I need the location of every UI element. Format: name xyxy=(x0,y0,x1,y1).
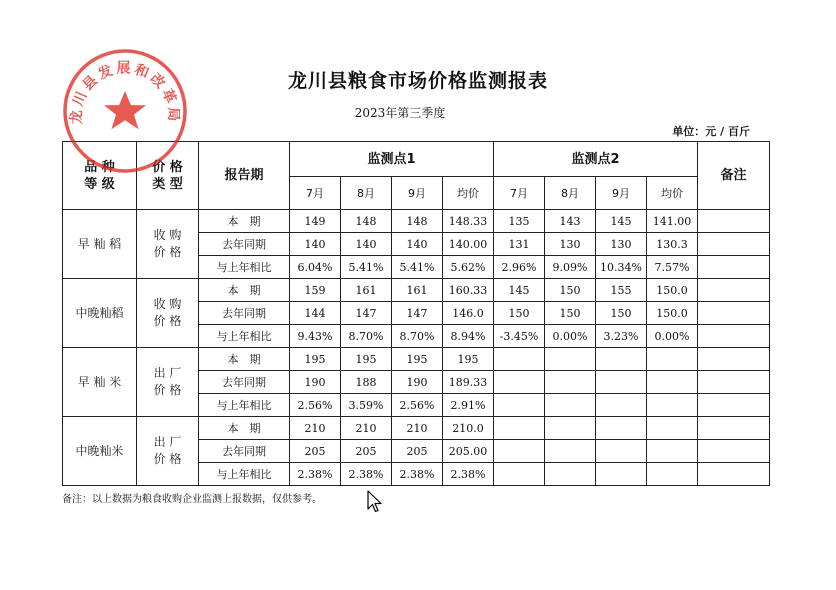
table-body xyxy=(63,210,770,486)
point2-value-cell xyxy=(647,394,698,417)
point1-value-cell: 9.43% xyxy=(290,325,341,348)
point1-value-cell: 189.33 xyxy=(443,371,494,394)
point1-value-cell: 205 xyxy=(392,440,443,463)
point1-value-cell: 160.33 xyxy=(443,279,494,302)
period-cell: 去年同期 xyxy=(199,440,290,463)
point2-value-cell: 141.00 xyxy=(647,210,698,233)
point2-value-cell: 2.96% xyxy=(494,256,545,279)
remark-cell xyxy=(698,210,770,233)
point1-value-cell: 210.0 xyxy=(443,417,494,440)
point1-value-cell: 5.41% xyxy=(341,256,392,279)
point2-value-cell: 150 xyxy=(545,279,596,302)
point1-value-cell: 195 xyxy=(443,348,494,371)
point1-value-cell: 210 xyxy=(341,417,392,440)
point2-value-cell: 145 xyxy=(494,279,545,302)
point2-value-cell: 130 xyxy=(596,233,647,256)
point2-value-cell: -3.45% xyxy=(494,325,545,348)
point1-value-cell: 2.56% xyxy=(392,394,443,417)
remark-cell xyxy=(698,417,770,440)
header-remark: 备注 xyxy=(698,142,770,210)
variety-cell: 早 籼 米 xyxy=(63,348,137,417)
svg-text:龙川县发展和改革局: 龙川县发展和改革局 xyxy=(68,60,182,125)
period-cell: 本 期 xyxy=(199,348,290,371)
point2-value-cell: 150 xyxy=(545,302,596,325)
point1-value-cell: 147 xyxy=(392,302,443,325)
period-cell: 与上年相比 xyxy=(199,256,290,279)
remark-cell xyxy=(698,325,770,348)
period-cell: 去年同期 xyxy=(199,302,290,325)
header-month: 9月 xyxy=(596,177,647,210)
point1-value-cell: 140 xyxy=(392,233,443,256)
point1-value-cell: 140 xyxy=(290,233,341,256)
period-cell: 本 期 xyxy=(199,279,290,302)
point1-value-cell: 161 xyxy=(341,279,392,302)
point2-value-cell xyxy=(545,463,596,486)
point1-value-cell: 205 xyxy=(290,440,341,463)
period-cell: 去年同期 xyxy=(199,233,290,256)
point1-value-cell: 2.91% xyxy=(443,394,494,417)
price-type-cell: 出 厂 价 格 xyxy=(137,348,199,417)
price-monitoring-table xyxy=(62,141,770,486)
report-title: 龙川县粮食市场价格监测报表 xyxy=(287,70,548,92)
point1-value-cell: 2.38% xyxy=(341,463,392,486)
point1-value-cell: 195 xyxy=(341,348,392,371)
point2-value-cell xyxy=(545,348,596,371)
point1-value-cell: 140.00 xyxy=(443,233,494,256)
point1-value-cell: 2.38% xyxy=(443,463,494,486)
header-period: 报告期 xyxy=(199,142,290,210)
variety-cell: 早 籼 稻 xyxy=(63,210,137,279)
remark-cell xyxy=(698,256,770,279)
point1-value-cell: 140 xyxy=(341,233,392,256)
point2-value-cell xyxy=(596,463,647,486)
header-month: 7月 xyxy=(290,177,341,210)
point1-value-cell: 149 xyxy=(290,210,341,233)
variety-cell: 中晚籼稻 xyxy=(63,279,137,348)
remark-cell xyxy=(698,233,770,256)
price-type-cell: 收 购 价 格 xyxy=(137,279,199,348)
remark-cell xyxy=(698,348,770,371)
official-seal xyxy=(61,47,189,175)
point2-value-cell: 150.0 xyxy=(647,279,698,302)
header-average: 均价 xyxy=(647,177,698,210)
point1-value-cell: 5.41% xyxy=(392,256,443,279)
point1-value-cell: 144 xyxy=(290,302,341,325)
header-month: 7月 xyxy=(494,177,545,210)
point2-value-cell xyxy=(596,371,647,394)
point2-value-cell: 3.23% xyxy=(596,325,647,348)
point1-value-cell: 2.56% xyxy=(290,394,341,417)
point1-value-cell: 3.59% xyxy=(341,394,392,417)
point1-value-cell: 8.70% xyxy=(392,325,443,348)
point2-value-cell xyxy=(494,348,545,371)
point2-value-cell xyxy=(596,348,647,371)
point2-value-cell: 150.0 xyxy=(647,302,698,325)
report-period-subtitle: 2023年第三季度 xyxy=(354,106,446,120)
period-cell: 去年同期 xyxy=(199,371,290,394)
header-month: 9月 xyxy=(392,177,443,210)
period-cell: 与上年相比 xyxy=(199,463,290,486)
point2-value-cell xyxy=(494,417,545,440)
point2-value-cell xyxy=(647,417,698,440)
header-variety: 品 种 等 级 xyxy=(63,142,137,210)
remark-cell xyxy=(698,302,770,325)
point2-value-cell: 145 xyxy=(596,210,647,233)
point2-value-cell xyxy=(494,371,545,394)
period-cell: 本 期 xyxy=(199,417,290,440)
point2-value-cell xyxy=(596,417,647,440)
point1-value-cell: 205 xyxy=(341,440,392,463)
point2-value-cell xyxy=(494,394,545,417)
point1-value-cell: 8.94% xyxy=(443,325,494,348)
point2-value-cell xyxy=(545,371,596,394)
table-row xyxy=(63,279,770,302)
header-monitor-point-2: 监测点2 xyxy=(494,142,698,177)
point2-value-cell xyxy=(647,440,698,463)
point1-value-cell: 205.00 xyxy=(443,440,494,463)
seal-star-icon xyxy=(104,91,146,129)
variety-cell: 中晚籼米 xyxy=(63,417,137,486)
period-cell: 本 期 xyxy=(199,210,290,233)
point2-value-cell: 0.00% xyxy=(545,325,596,348)
point1-value-cell: 190 xyxy=(290,371,341,394)
point1-value-cell: 159 xyxy=(290,279,341,302)
point2-value-cell xyxy=(647,463,698,486)
table-row xyxy=(63,348,770,371)
mouse-cursor-icon xyxy=(367,490,383,514)
point2-value-cell: 131 xyxy=(494,233,545,256)
table-row xyxy=(63,417,770,440)
point2-value-cell: 0.00% xyxy=(647,325,698,348)
point2-value-cell: 143 xyxy=(545,210,596,233)
point1-value-cell: 190 xyxy=(392,371,443,394)
remark-cell xyxy=(698,371,770,394)
remark-cell xyxy=(698,440,770,463)
remark-cell xyxy=(698,279,770,302)
point1-value-cell: 147 xyxy=(341,302,392,325)
point2-value-cell: 130 xyxy=(545,233,596,256)
header-monitor-point-1: 监测点1 xyxy=(290,142,494,177)
point1-value-cell: 148 xyxy=(341,210,392,233)
point1-value-cell: 6.04% xyxy=(290,256,341,279)
unit-label: 单位：元 / 百斤 xyxy=(672,125,750,138)
point2-value-cell xyxy=(647,348,698,371)
period-cell: 与上年相比 xyxy=(199,325,290,348)
remark-cell xyxy=(698,463,770,486)
table-row xyxy=(63,210,770,233)
header-month: 8月 xyxy=(341,177,392,210)
point1-value-cell: 188 xyxy=(341,371,392,394)
point2-value-cell: 150 xyxy=(596,302,647,325)
header-average: 均价 xyxy=(443,177,494,210)
period-cell: 与上年相比 xyxy=(199,394,290,417)
header-price-type: 价 格 类 型 xyxy=(137,142,199,210)
point2-value-cell xyxy=(647,371,698,394)
point2-value-cell: 155 xyxy=(596,279,647,302)
point2-value-cell xyxy=(596,394,647,417)
point1-value-cell: 146.0 xyxy=(443,302,494,325)
point2-value-cell xyxy=(545,417,596,440)
point1-value-cell: 8.70% xyxy=(341,325,392,348)
point2-value-cell: 10.34% xyxy=(596,256,647,279)
point1-value-cell: 2.38% xyxy=(290,463,341,486)
point2-value-cell: 9.09% xyxy=(545,256,596,279)
point1-value-cell: 161 xyxy=(392,279,443,302)
point2-value-cell xyxy=(545,394,596,417)
point2-value-cell: 135 xyxy=(494,210,545,233)
point1-value-cell: 210 xyxy=(290,417,341,440)
point2-value-cell xyxy=(545,440,596,463)
point1-value-cell: 5.62% xyxy=(443,256,494,279)
point1-value-cell: 148 xyxy=(392,210,443,233)
footnote: 备注：以上数据为粮食收购企业监测上报数据，仅供参考。 xyxy=(62,494,322,505)
remark-cell xyxy=(698,394,770,417)
point1-value-cell: 195 xyxy=(290,348,341,371)
point2-value-cell: 7.57% xyxy=(647,256,698,279)
point1-value-cell: 210 xyxy=(392,417,443,440)
header-month: 8月 xyxy=(545,177,596,210)
point2-value-cell xyxy=(596,440,647,463)
point2-value-cell: 150 xyxy=(494,302,545,325)
point2-value-cell xyxy=(494,440,545,463)
point1-value-cell: 2.38% xyxy=(392,463,443,486)
point1-value-cell: 195 xyxy=(392,348,443,371)
point2-value-cell: 130.3 xyxy=(647,233,698,256)
price-type-cell: 出 厂 价 格 xyxy=(137,417,199,486)
point2-value-cell xyxy=(494,463,545,486)
price-type-cell: 收 购 价 格 xyxy=(137,210,199,279)
point1-value-cell: 148.33 xyxy=(443,210,494,233)
